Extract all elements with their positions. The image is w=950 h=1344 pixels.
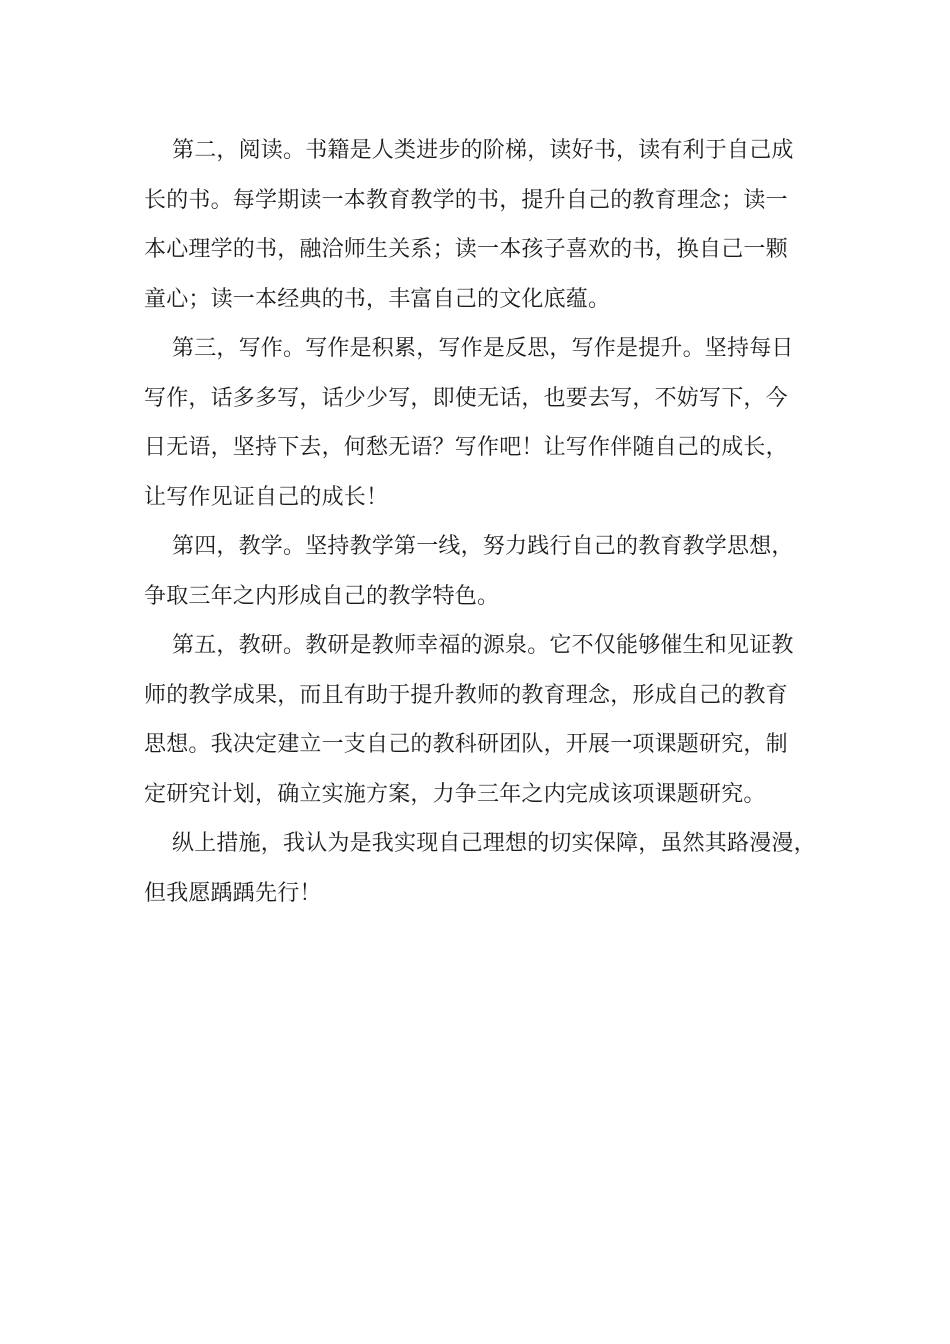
- text-line: 定研究计划，确立实施方案，力争三年之内完成该项课题研究。: [144, 781, 766, 807]
- paragraph-conclusion: [144, 819, 816, 918]
- text-line: 第三，写作。写作是积累，写作是反思，写作是提升。坚持每日: [172, 336, 794, 361]
- text-line: 思想。我决定建立一支自己的教科研团队，开展一项课题研究，制: [144, 732, 788, 757]
- text-line: 本心理学的书，融洽师生关系；读一本孩子喜欢的书，换自己一颗: [144, 237, 788, 262]
- text-line: 日无语，坚持下去，何愁无语？写作吧！让写作伴随自己的成长，: [144, 435, 788, 460]
- paragraph-reading: [144, 126, 808, 324]
- text-line: 但我愿踽踽先行！: [144, 880, 322, 906]
- paragraph-research: [144, 621, 808, 819]
- text-line: 第二，阅读。书籍是人类进步的阶梯，读好书，读有利于自己成: [172, 138, 794, 163]
- text-line: 师的教学成果，而且有助于提升教师的教育理念，形成自己的教育: [144, 682, 788, 708]
- paragraph-writing: [144, 324, 808, 522]
- text-line: 让写作见证自己的成长！: [144, 484, 389, 510]
- text-line: 第四，教学。坚持教学第一线，努力践行自己的教育教学思想，: [172, 534, 794, 559]
- paragraph-teaching: [144, 522, 808, 621]
- text-line: 童心；读一本经典的书，丰富自己的文化底蕴。: [144, 286, 611, 312]
- text-line: 写作，话多多写，话少少写，即使无话，也要去写，不妨写下，今: [144, 385, 788, 411]
- text-line: 第五，教研。教研是教师幸福的源泉。它不仅能够催生和见证教: [172, 633, 794, 658]
- text-line: 纵上措施，我认为是我实现自己理想的切实保障，虽然其路漫漫，: [172, 831, 816, 856]
- document-body: [144, 126, 816, 918]
- text-line: 争取三年之内形成自己的教学特色。: [144, 583, 500, 609]
- text-line: 长的书。每学期读一本教育教学的书，提升自己的教育理念；读一: [144, 187, 788, 213]
